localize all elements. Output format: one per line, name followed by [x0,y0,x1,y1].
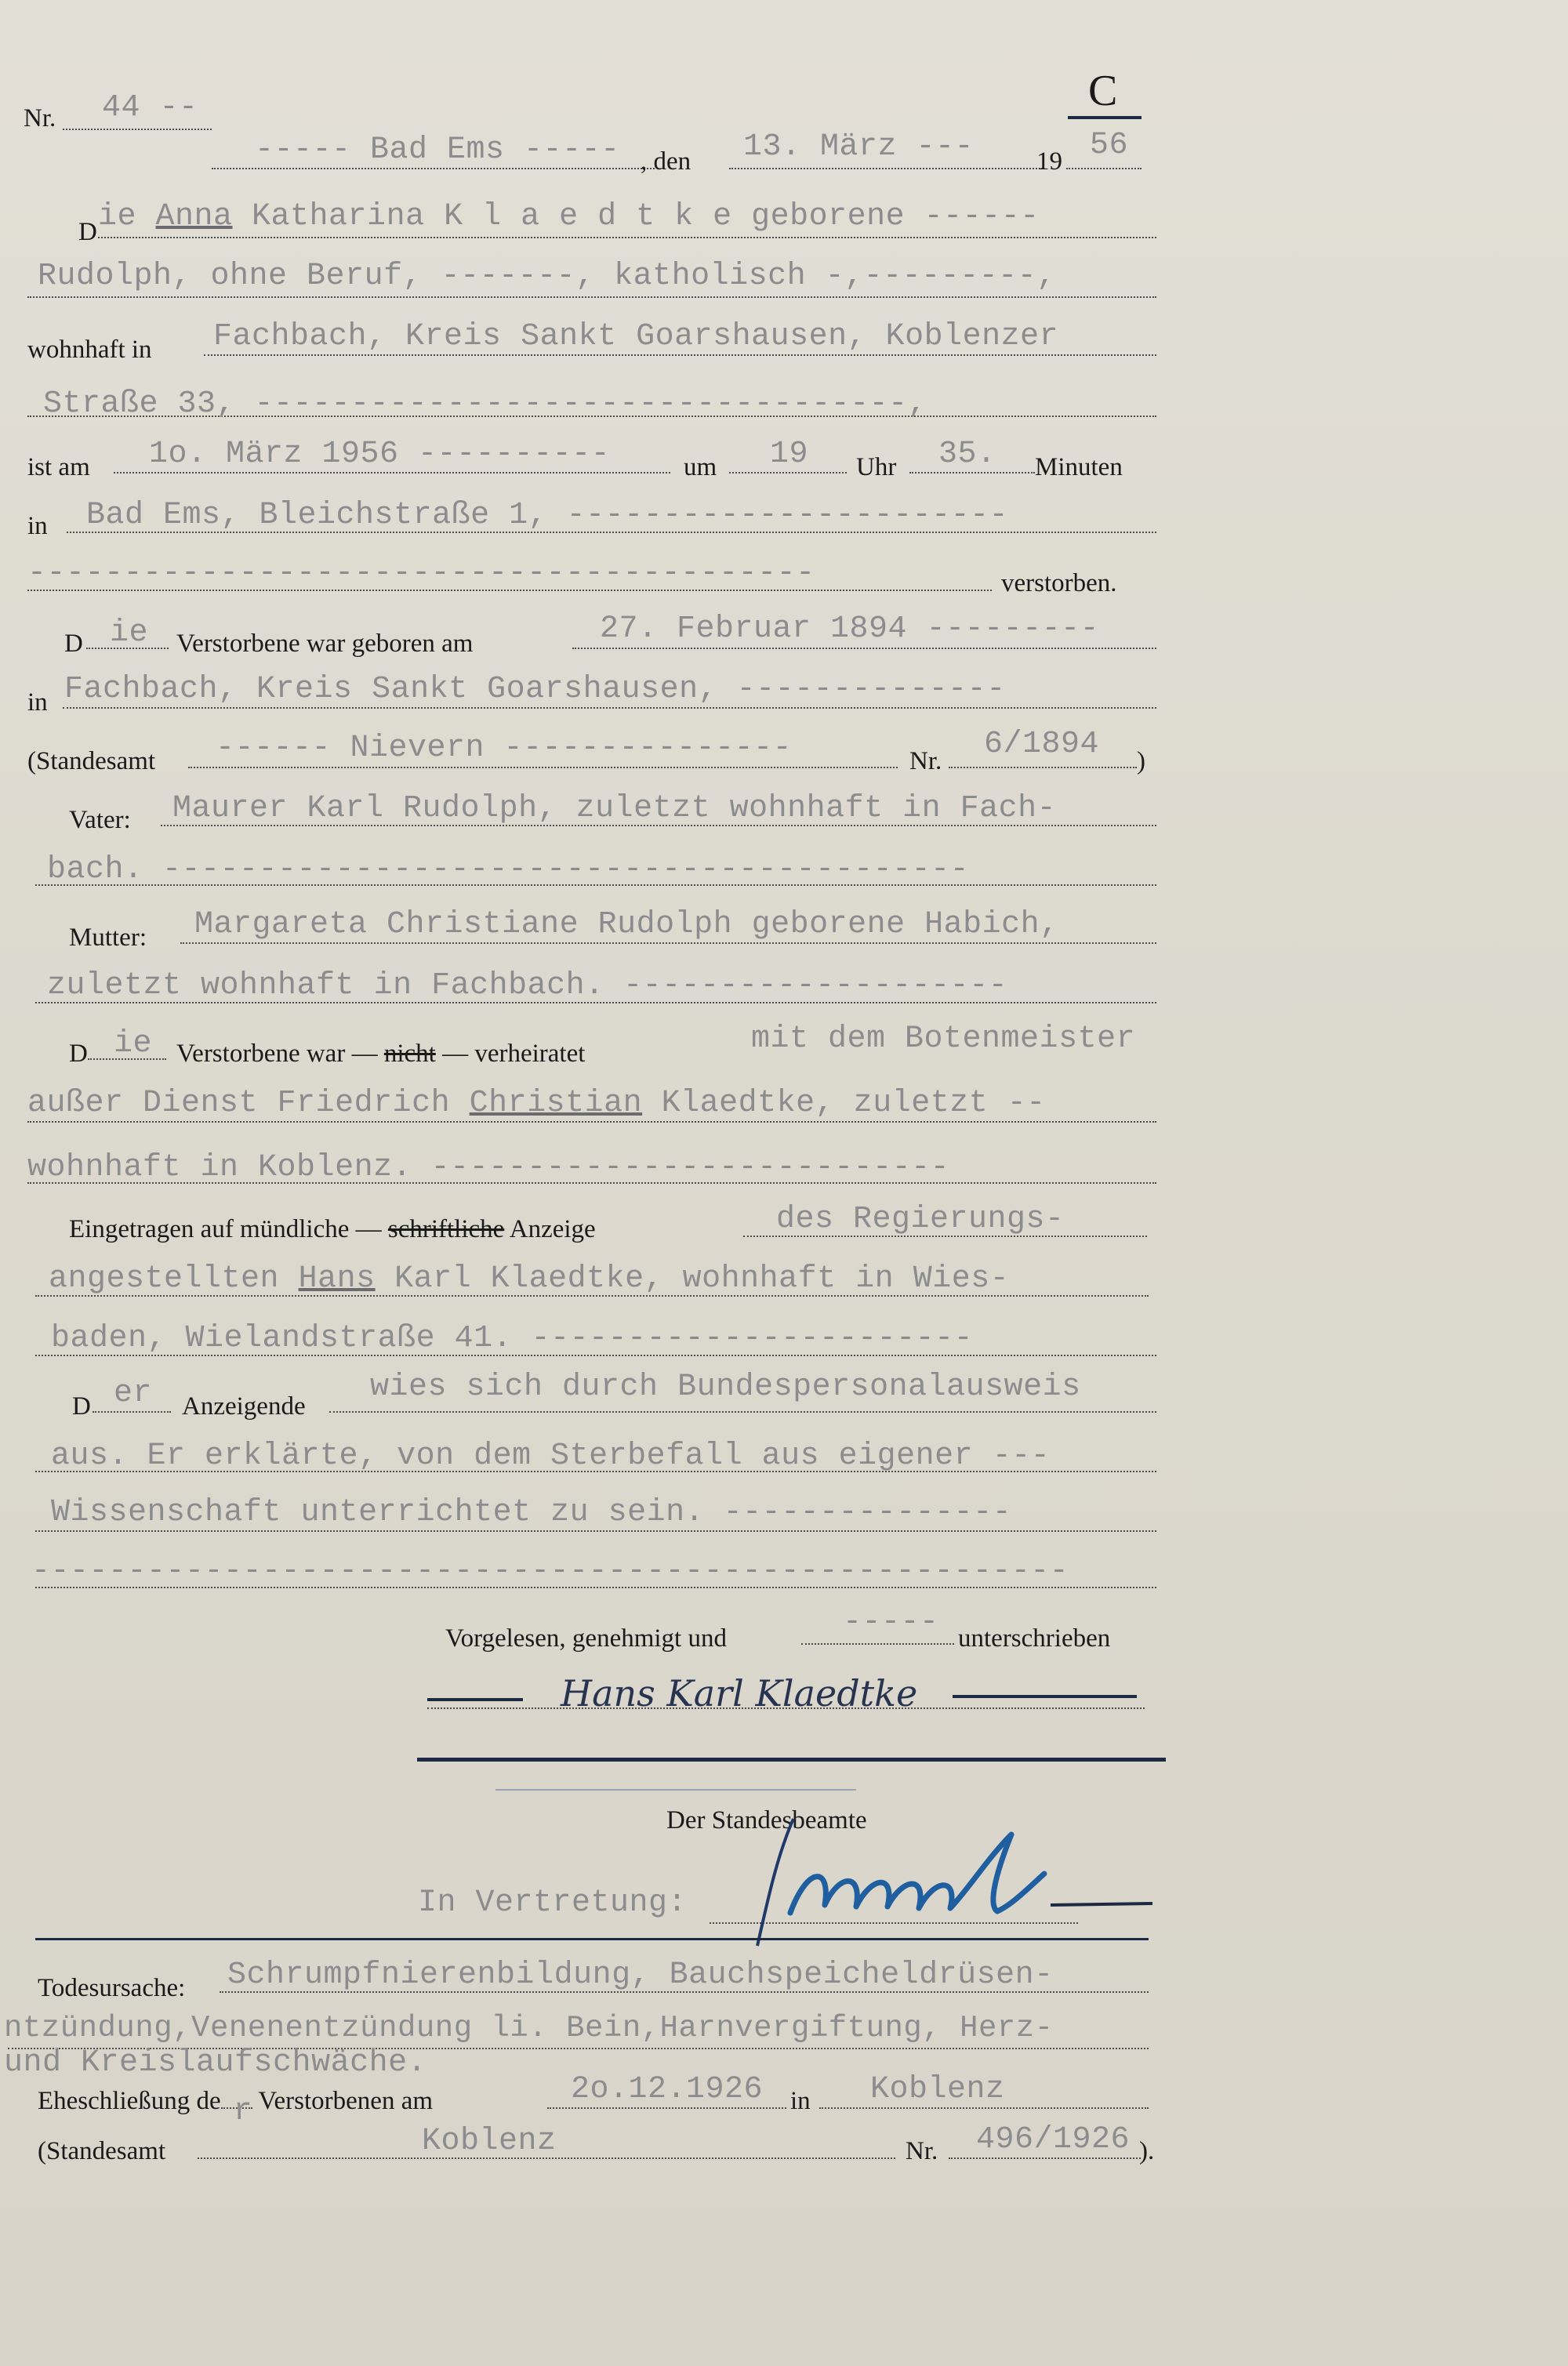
birth-nr-label: Nr. [909,747,942,775]
verstorben-label: verstorben. [1001,569,1117,597]
death-date: 1o. März 1956 ---------- [149,437,611,472]
death-hour: 19 [770,437,809,472]
marriage-record-standesamt: Koblenz [422,2124,557,2159]
vater-label: Vater: [69,806,131,834]
wohnhaft-label: wohnhaft in [27,336,152,364]
year-suffix: 56 [1090,128,1129,163]
marriage-label: Verstorbene war — nicht — verheiratet [176,1040,586,1068]
report-label: Eingetragen auf mündliche — schriftliche Anzeige [69,1215,596,1243]
mutter-line1: Margareta Christiane Rudolph geborene Habich, [194,907,1059,942]
marriage-record-close: ). [1139,2137,1155,2165]
um-label: um [684,453,717,481]
cause-label: Todesursache: [38,1974,186,2002]
informant-line2: aus. Er erklärte, von dem Sterbefall aus eigener --- [51,1439,1051,1474]
death-place-line2: ----------------------------------------- [27,556,815,591]
mutter-label: Mutter: [69,924,147,952]
birth-in-label: in [27,688,48,717]
address-line2: Straße 33, ----------------------------------, [43,386,927,422]
den-label: , den [641,147,691,176]
marriage-line3: wohnhaft in Koblenz. --------------------------- [27,1150,950,1185]
marriage-record-date: 2o.12.1926 [571,2072,764,2107]
marriage-d-prefix: D [69,1040,88,1068]
birth-close: ) [1137,747,1145,775]
death-minutes: 35. [938,437,996,472]
birth-standesamt-label: (Standesamt [27,747,156,775]
deceased-d-prefix: D [78,218,97,246]
register-number: 44 -- [102,90,198,125]
marriage-record-nr: 496/1926 [976,2122,1131,2157]
signoff-label-a: Vorgelesen, genehmigt und [445,1624,727,1653]
marriage-record-in-label: in [790,2087,811,2115]
registry-date: 13. März --- [743,129,975,165]
informant-line3: Wissenschaft unterrichtet zu sein. --------------- [51,1495,1012,1530]
marriage-record-place: Koblenz [870,2072,1005,2107]
report-line3: baden, Wielandstraße 41. ----------------------- [51,1321,974,1356]
cause-line2: ntzündung,Venenentzündung li. Bein,Harnvergiftung, Herz- [4,2011,1054,2045]
birth-place: Fachbach, Kreis Sankt Goarshausen, -------------- [64,672,1006,707]
report-line2: angestellten Hans Karl Klaedtke, wohnhaft in Wies- [49,1261,1010,1297]
informant-line1: wies sich durch Bundespersonalausweis [370,1370,1081,1405]
marriage-line1: mit dem Botenmeister [751,1022,1136,1057]
marriage-line2: außer Dienst Friedrich Christian Klaedtke, zuletzt -- [27,1086,1046,1121]
corner-letter: C [1088,67,1118,115]
ist-am-label: ist am [27,453,90,481]
informant-label: Anzeigende [182,1392,306,1421]
informant-signature [553,1662,960,1725]
registry-place: ----- Bad Ems ----- [255,132,620,168]
birth-d-suffix: ie [110,615,149,651]
svg-text:Hans Karl Klaedtke: Hans Karl Klaedtke [561,1672,918,1715]
marriage-record-d-suffix: r [233,2094,253,2129]
marriage-record-standesamt-label: (Standesamt [38,2137,166,2165]
informant-d-suffix: er [114,1376,153,1411]
mutter-line2: zuletzt wohnhaft in Fachbach. -------------------- [47,968,1008,1003]
informant-line4: ------------------------------------------------------ [31,1554,1069,1589]
marriage-d-suffix: ie [114,1026,153,1061]
birth-date: 27. Februar 1894 --------- [600,611,1100,647]
marriage-record-nr-label: Nr. [906,2137,938,2165]
birth-label: Verstorbene war geboren am [176,630,474,658]
birth-standesamt: ------ Nievern --------------- [216,731,793,766]
in-vertretung: In Vertretung: [418,1885,688,1921]
birth-nr: 6/1894 [984,727,1100,762]
vater-line1: Maurer Karl Rudolph, zuletzt wohnhaft in Fach- [172,791,1057,826]
signoff-blank: ----- [843,1605,939,1640]
birth-d-prefix: D [64,630,83,658]
signoff-label-b: unterschrieben [958,1624,1111,1653]
cause-line1: Schrumpfnierenbildung, Bauchspeicheldrüsen- [227,1958,1054,1993]
nr-label: Nr. [24,104,56,132]
year-prefix: 19 [1036,147,1062,176]
informant-d-prefix: D [72,1392,91,1421]
official-title: Der Standesbeamte [666,1806,867,1834]
report-line1: des Regierungs- [776,1202,1065,1237]
death-place-line1: Bad Ems, Bleichstraße 1, ----------------------- [86,498,1009,533]
official-signature [753,1811,1160,1952]
vater-line2: bach. ------------------------------------------ [47,852,970,887]
uhr-label: Uhr [856,453,897,481]
marriage-record-label: Eheschließung de r Verstorbenen am [38,2087,434,2129]
death-in-label: in [27,512,48,540]
deceased-name-line2: Rudolph, ohne Beruf, -------, katholisch -,---------, [38,259,1056,294]
minuten-label: Minuten [1035,453,1123,481]
address-line1: Fachbach, Kreis Sankt Goarshausen, Koblenzer [213,319,1059,354]
deceased-name-line1: ie Anna Katharina K l a e d t k e geborene ------ [98,199,1040,234]
cause-line3: und Kreislaufschwäche. [4,2045,427,2081]
